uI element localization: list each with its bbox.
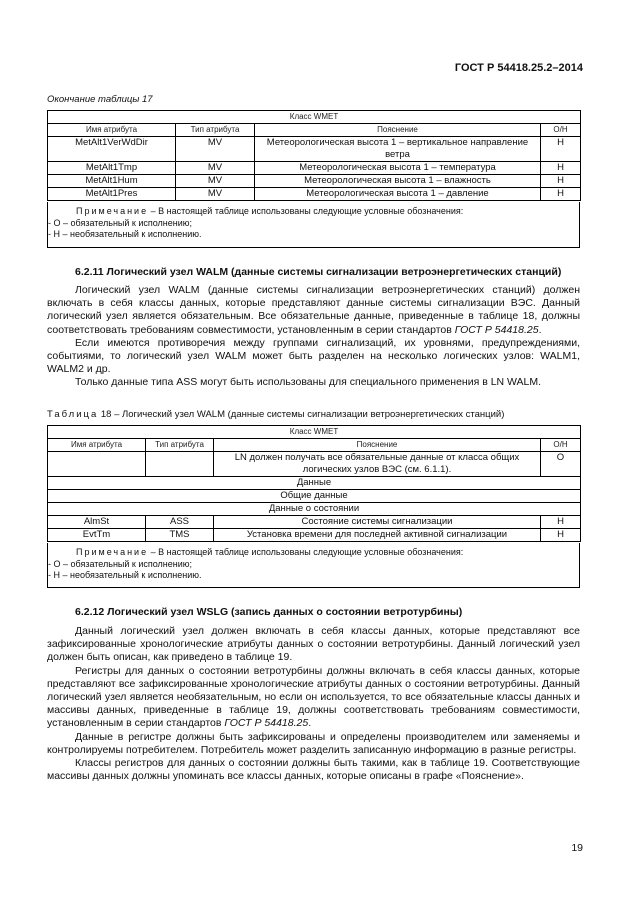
- note-line: - О – обязательный к исполнению;: [48, 558, 193, 569]
- attr-name: MetAlt1Hum: [48, 175, 176, 188]
- attr-name: MetAlt1Tmp: [48, 162, 176, 175]
- standard-reference: ГОСТ Р 54418.25: [224, 717, 309, 730]
- caption-text: 18 – Логический узел WALM (данные системы сигнализации ветроэнергетических станций): [98, 409, 505, 420]
- standard-reference: ГОСТ Р 54418.25: [454, 323, 539, 336]
- note-line: - Н – необязательный к исполнению.: [48, 570, 202, 580]
- table-row: [48, 529, 581, 542]
- table-row: [48, 188, 581, 201]
- column-header: О/Н: [541, 439, 581, 452]
- attr-type: MV: [176, 188, 255, 201]
- column-header: Пояснение: [255, 124, 541, 137]
- section-612-title: 6.2.12 Логический узел WSLG (запись данных о состоянии ветротурбины): [75, 606, 463, 618]
- attr-name: EvtTm: [48, 529, 146, 542]
- attr-type: MV: [176, 162, 255, 175]
- attr-on: Н: [541, 529, 581, 542]
- paragraph: [47, 284, 580, 337]
- attr-desc: Установка времени для последней активной сигнализации: [214, 529, 541, 542]
- table17-class-row: Класс WMET: [48, 111, 581, 124]
- section-612-body: [47, 625, 580, 783]
- table18-caption: [47, 409, 504, 420]
- attr-name: MetAlt1Pres: [48, 188, 176, 201]
- paragraph: [47, 665, 580, 731]
- group-row: Данные о состоянии: [48, 503, 581, 516]
- table18: [47, 425, 581, 542]
- section-611-body: [47, 284, 580, 390]
- table18-class-row: Класс WMET: [48, 426, 581, 439]
- paragraph: Только данные типа ASS могут быть использованы для специального применения в LN WALM.: [75, 376, 542, 389]
- section-611-title: 6.2.11 Логический узел WALM (данные системы сигнализации ветроэнергетических станций): [75, 266, 562, 278]
- attr-type: ASS: [146, 516, 214, 529]
- attr-on: Н: [541, 162, 581, 175]
- table-row: [48, 452, 581, 477]
- attr-name: [48, 452, 146, 477]
- table17: [47, 110, 581, 201]
- column-header: О/Н: [541, 124, 581, 137]
- note-prefix: Примечание: [76, 547, 149, 557]
- note-line: - Н – необязательный к исполнению.: [48, 229, 202, 239]
- table-row: [48, 516, 581, 529]
- column-header: Имя атрибута: [48, 124, 176, 137]
- attr-type: MV: [176, 175, 255, 188]
- attr-type: [146, 452, 214, 477]
- table-row: [48, 137, 581, 162]
- note-prefix: Примечание: [76, 206, 149, 216]
- attr-type: MV: [176, 137, 255, 162]
- paragraph-text: .: [538, 323, 542, 336]
- caption-prefix: Таблица: [47, 409, 99, 420]
- paragraph: Данные в регистре должны быть зафиксированы и определены производителем или заменяемы и контролируемы потребителем. Потребитель может разделить записанную информацию в разные регистры.: [47, 730, 580, 756]
- attr-desc: LN должен получать все обязательные данные от класса общих логических узлов ВЭС (см. 6.1.1).: [214, 452, 541, 477]
- note-line: - О – обязательный к исполнению;: [48, 217, 193, 228]
- paragraph: Классы регистров для данных о состоянии должны быть такими, как в таблице 19. Соответствующие массивы данных должны упоминать все классы данных, которые описаны в графе «Пояснение».: [47, 757, 580, 783]
- document-header: ГОСТ Р 54418.25.2–2014: [454, 62, 583, 74]
- paragraph: Если имеются противоречия между группами сигнализаций, их уровнями, предупреждениями, событиями, то логический узел WALM может быть разделен на несколько логических узлов: WALM1, WALM2 и др.: [47, 336, 580, 376]
- paragraph-text: Логический узел WALM (данные системы сигнализации ветроэнергетических станций) должен включать в себя классы данных, которые представляют данные системы сигнализации ВЭС. Данный логический узел является обязательным. Все обязательные данные, приведенные в таблице 18, должны соответствовать требованиям совместимости, установленным в серии стандартов: [47, 284, 580, 336]
- column-header: Тип атрибута: [176, 124, 255, 137]
- attr-on: Н: [541, 175, 581, 188]
- attr-desc: Метеорологическая высота 1 – влажность: [255, 175, 541, 188]
- page-number: 19: [571, 842, 583, 854]
- attr-desc: Метеорологическая высота 1 – давление: [255, 188, 541, 201]
- attr-on: Н: [541, 188, 581, 201]
- column-header: Пояснение: [214, 439, 541, 452]
- attr-name: AlmSt: [48, 516, 146, 529]
- attr-on: Н: [541, 516, 581, 529]
- attr-desc: Метеорологическая высота 1 – температура: [255, 162, 541, 175]
- attr-desc: Метеорологическая высота 1 – вертикальное направление ветра: [255, 137, 541, 162]
- paragraph-text: .: [308, 717, 312, 730]
- attr-type: TMS: [146, 529, 214, 542]
- note-text: – В настоящей таблице использованы следующие условные обозначения:: [148, 206, 464, 216]
- attr-on: Н: [541, 137, 581, 162]
- attr-on: О: [541, 452, 581, 477]
- table-row: [48, 175, 581, 188]
- note-text: – В настоящей таблице использованы следующие условные обозначения:: [148, 547, 464, 557]
- column-header: Имя атрибута: [48, 439, 146, 452]
- table17-note: [47, 202, 580, 248]
- paragraph-text: Регистры для данных о состоянии ветротурбины должны включать в себя классы данных, которые представляют все зафиксированные хронологические атрибуты данных о состоянии ветротурбины. Данный логический узел является необязательным, но если он используется, то все обязательные классы данных и массивы данных, приведенные в таблице 19, должны соответствовать требованиям совместимости, установленным в серии стандартов: [47, 664, 580, 730]
- table17-caption: Окончание таблицы 17: [47, 94, 153, 105]
- column-header: Тип атрибута: [146, 439, 214, 452]
- group-row: Данные: [48, 477, 581, 490]
- table18-note: [47, 543, 580, 588]
- table-row: [48, 162, 581, 175]
- group-row: Общие данные: [48, 490, 581, 503]
- attr-name: MetAlt1VerWdDir: [48, 137, 176, 162]
- paragraph: Данный логический узел должен включать в себя классы данных, которые представляют все зафиксированные хронологические атрибуты данных о состоянии ветротурбины. Данный логический узел должен быть описан, как приведено в таблице 19.: [47, 625, 580, 664]
- attr-desc: Состояние системы сигнализации: [214, 516, 541, 529]
